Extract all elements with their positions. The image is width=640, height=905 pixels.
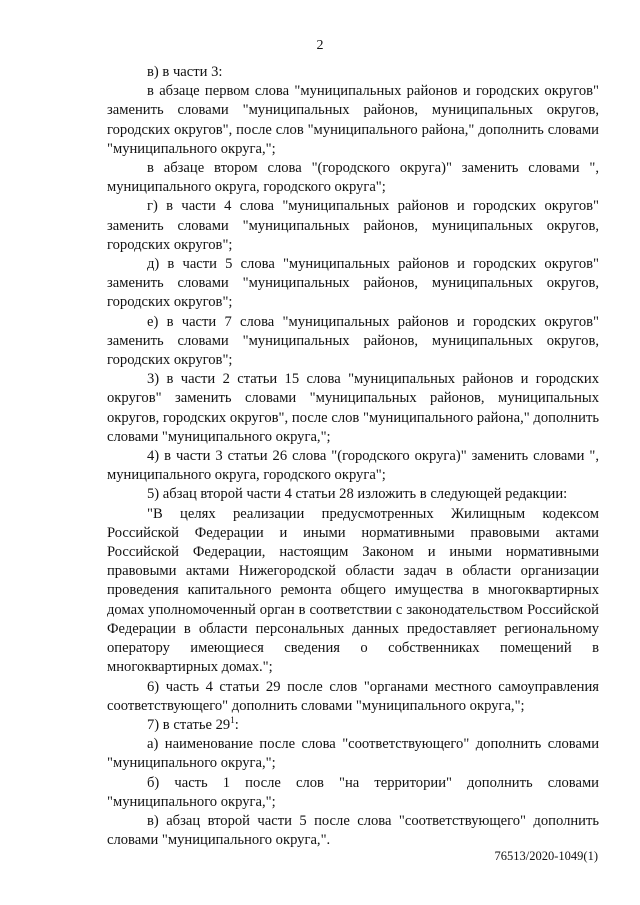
article-trail: : (234, 716, 239, 733)
article-lead: 7) в статье 29 (147, 716, 231, 733)
paragraph-14: б) часть 1 после слов "на территории" дополнить словами "муниципального округа,"; (107, 774, 599, 810)
paragraph-15: в) абзац второй части 5 после слова "соответствующего" дополнить словами "муниципального округа,". (107, 812, 599, 849)
paragraph-10-quoted-text: "В целях реализации предусмотренных Жилищным кодексом Российской Федерации и иными нормативными правовыми актами Российской Федерации, настоящим Законом и иными нормативными правовыми актами Нижегородской области задач в области организации проведения капитального ремонта общего имущества в многоквартирных домах уполномоченный орган в соответствии с законодательством Российской Федерации в области персональных данных предоставляет региональному оператору имеющиеся сведения о собственниках помещений в многоквартирных домах."; (107, 505, 599, 676)
paragraph-3: в абзаце втором слова "(городского округа)" заменить словами ", муниципального округа, городского округа"; (107, 160, 599, 196)
paragraph-13: а) наименование после слова "соответствующего" дополнить словами "муниципального округа,"; (107, 736, 599, 772)
document-body (107, 63, 599, 850)
page-number: 2 (316, 38, 324, 53)
paragraph-6: е) в части 7 слова "муниципальных районов и городских округов" заменить словами "муниципальных районов, муниципальных округов, городских округов"; (107, 313, 599, 369)
paragraph-7: 3) в части 2 статьи 15 слова "муниципальных районов и городских округов" заменить словами "муниципальных районов, муниципальных округов, городских округов", после слов "муниципального района," дополнить словами "муниципального округа,"; (107, 371, 599, 445)
paragraph-12-article-29-1 (107, 716, 599, 735)
paragraph-11: 6) часть 4 статьи 29 после слов "органами местного самоуправления соответствующего" дополнить словами "муниципального округа,"; (107, 678, 599, 714)
paragraph-9: 5) абзац второй части 4 статьи 28 изложить в следующей редакции: (147, 486, 568, 503)
paragraph-8: 4) в части 3 статьи 26 слова "(городского округа)" заменить словами ", муниципального округа, городского округа"; (107, 448, 599, 484)
paragraph-5: д) в части 5 слова "муниципальных районов и городских округов" заменить словами "муниципальных районов, муниципальных округов, городских округов"; (107, 256, 599, 311)
article-superscript: 1 (230, 715, 235, 726)
paragraph-2: в абзаце первом слова "муниципальных районов и городских округов" заменить словами "муниципальных районов, муниципальных округов, городских округов", после слов "муниципального района," дополнить словами "муниципального округа,"; (107, 83, 599, 157)
paragraph-4: г) в части 4 слова "муниципальных районов и городских округов" заменить словами "муниципальных районов, муниципальных округов, городских округов"; (107, 198, 599, 253)
paragraph-1: в) в части 3: (147, 64, 223, 80)
document-code: 76513/2020-1049(1) (494, 849, 598, 863)
